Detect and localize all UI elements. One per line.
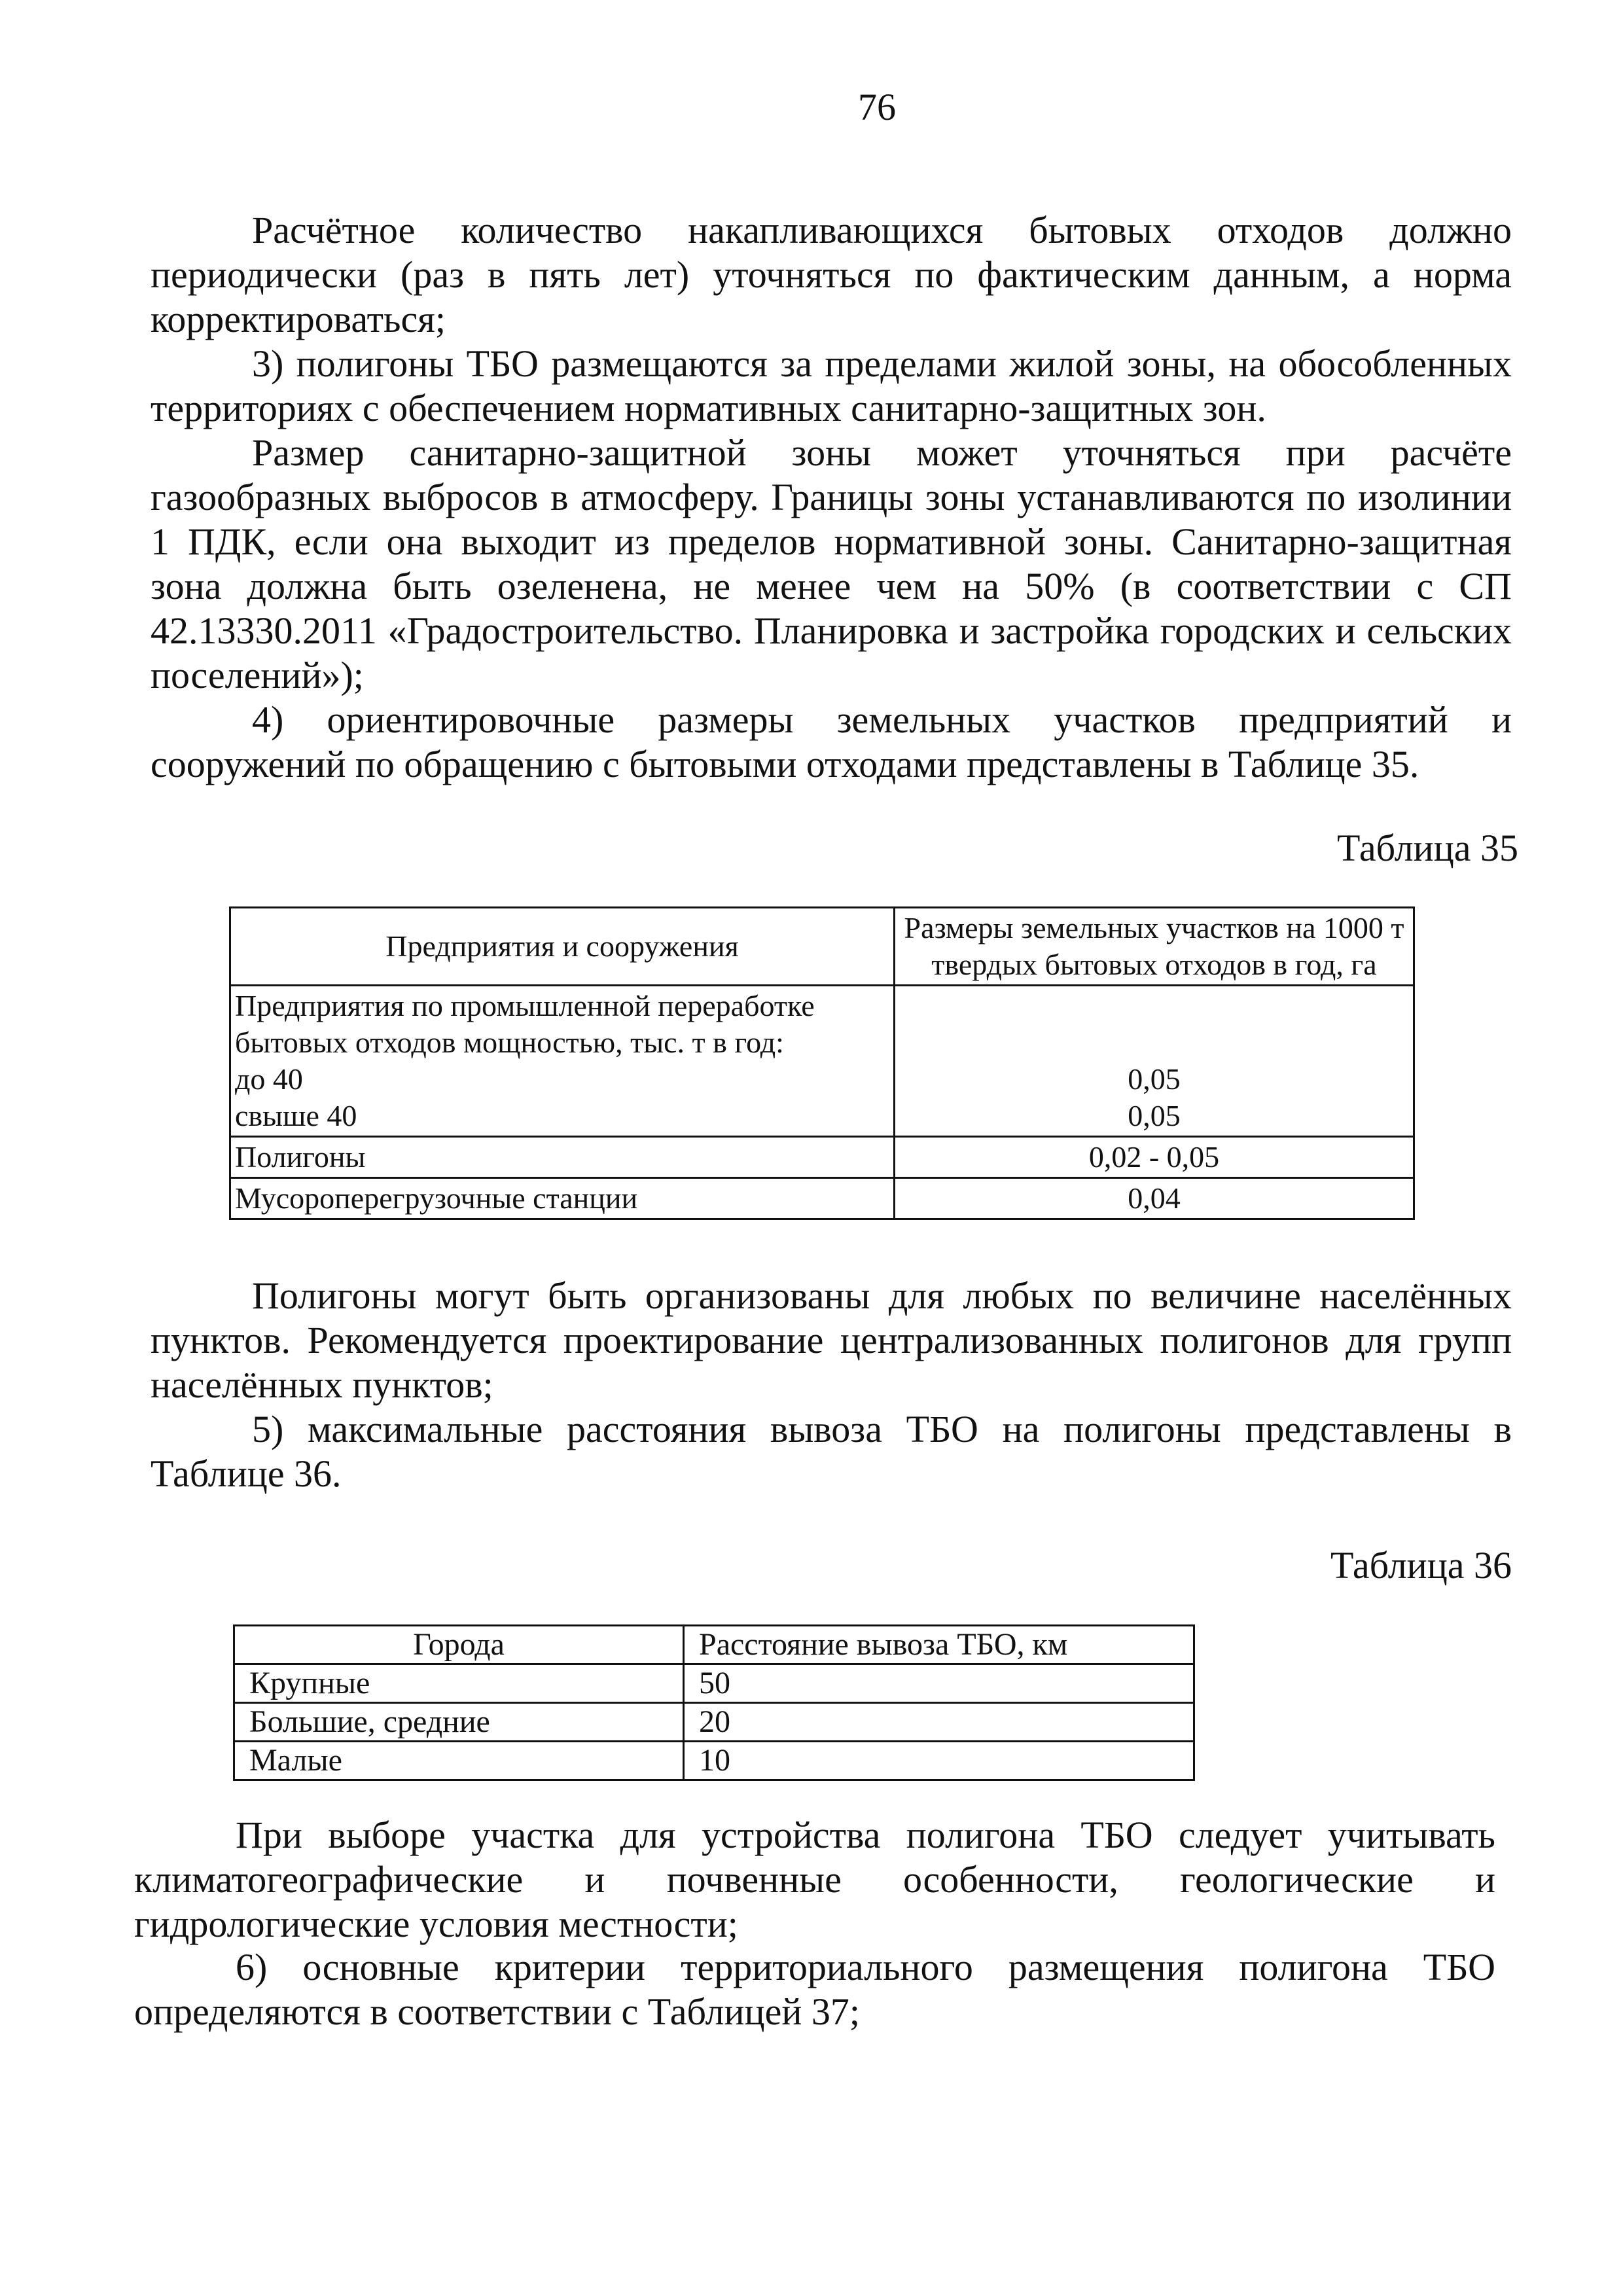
table-row [234,1703,1194,1742]
table-header-row [230,908,1414,986]
table-row [234,1742,1194,1780]
table-header-row [234,1626,1194,1664]
paragraph-waste-quantity: Расчётное количество накапливающихся бытовых отходов должно периодически (раз в пять лет) уточняться по фактическим данным, а норма корректироваться; [151,209,1512,340]
page-number: 76 [858,86,896,128]
table-35-row-value: 0,05 [1128,1099,1181,1132]
table-36 [233,1624,1195,1781]
table-36-caption: Таблица 36 [1330,1544,1512,1587]
paragraph-item-5: 5) максимальные расстояния вывоза ТБО на полигоны представлены в Таблице 36. [151,1408,1512,1495]
table-row [230,986,1414,1137]
paragraph-site-selection: При выборе участка для устройства полигона ТБО следует учитывать климатогеографические и почвенные особенности, геологические и гидрологические условия местности; [134,1814,1495,1945]
table-35-row-value: 0,05 [1128,1062,1181,1096]
table-35 [229,906,1415,1220]
paragraph-item-6: 6) основные критерии территориального размещения полигона ТБО определяются в соответствии с Таблицей 37; [134,1946,1495,2033]
paragraph-item-3: 3) полигоны ТБО размещаются за пределами жилой зоны, на обособленных территориях с обеспечением нормативных санитарно-защитных зон. [151,342,1512,429]
table-35-row-name: до 40 [235,1062,303,1096]
table-35-group-values [895,986,1414,1137]
table-35-row-value: 0,04 [895,1178,1414,1219]
table-row [230,1178,1414,1219]
table-35-header-enterprises: Предприятия и сооружения [230,908,895,986]
table-36-city: Малые [234,1742,684,1780]
table-row [234,1664,1194,1703]
table-36-distance: 50 [684,1664,1194,1703]
table-35-row-name: Полигоны [230,1137,895,1178]
table-35-group-cell [230,986,895,1137]
table-36-city: Большие, средние [234,1703,684,1742]
paragraph-item-4: 4) ориентировочные размеры земельных участков предприятий и сооружений по обращению с бытовыми отходами представлены в Таблице 35. [151,698,1512,785]
table-35-row-name: Мусороперегрузочные станции [230,1178,895,1219]
table-36-header-cities: Города [234,1626,684,1664]
table-35-row-name: свыше 40 [235,1099,357,1132]
table-36-distance: 10 [684,1742,1194,1780]
paragraph-polygons: Полигоны могут быть организованы для любых по величине населённых пунктов. Рекомендуется проектирование централизованных полигонов для групп населённых пунктов; [151,1274,1512,1406]
table-36-header-distance: Расстояние вывоза ТБО, км [684,1626,1194,1664]
table-35-caption: Таблица 35 [1336,827,1518,869]
table-35-row-value: 0,02 - 0,05 [895,1137,1414,1178]
table-row [230,1137,1414,1178]
table-36-city: Крупные [234,1664,684,1703]
table-36-distance: 20 [684,1703,1194,1742]
table-35-group-title: Предприятия по промышленной переработке бытовых отходов мощностью, тыс. т в год: [235,989,815,1059]
paragraph-sanitary-zone: Размер санитарно-защитной зоны может уточняться при расчёте газообразных выбросов в атмосферу. Границы зоны устанавливаются по изолинии 1 ПДК, если она выходит из пределов нормативной зоны. Санитарно-защитная зона должна быть озеленена, не менее чем на 50% (в соответствии с СП 42.13330.2011 «Градостроительство. Планировка и застройка городских и сельских поселений»); [151,431,1512,696]
table-35-header-land-size: Размеры земельных участков на 1000 т твердых бытовых отходов в год, га [895,908,1414,986]
